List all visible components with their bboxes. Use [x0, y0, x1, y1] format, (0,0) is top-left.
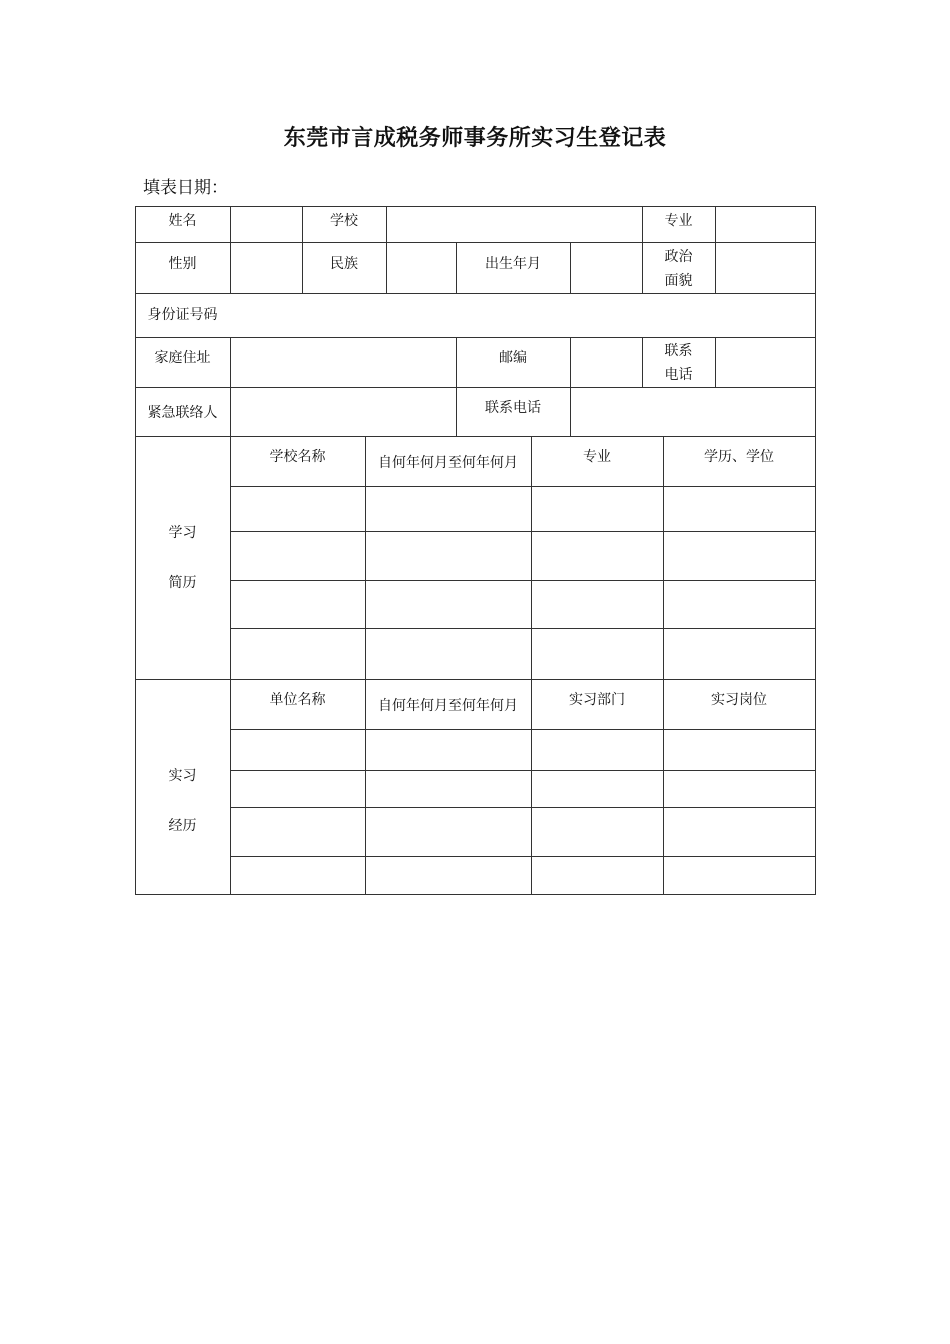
gender-field[interactable]	[231, 243, 302, 293]
postcode-label: 邮编	[499, 350, 527, 366]
document-title: 东莞市言成税务师事务所实习生登记表	[283, 125, 667, 151]
study-history-label	[135, 436, 230, 679]
row-divider	[230, 856, 816, 857]
fill-date-label: 填表日期：	[143, 178, 228, 198]
phone-label	[642, 338, 715, 387]
address-field[interactable]	[231, 338, 456, 387]
column-divider	[663, 436, 664, 895]
gender-label: 性别	[168, 256, 197, 272]
row-divider	[230, 531, 816, 532]
phone-label-line2: 电话	[664, 366, 693, 383]
row-divider	[230, 628, 816, 629]
school-field[interactable]	[387, 207, 642, 242]
column-divider	[365, 436, 366, 895]
name-label: 姓名	[168, 213, 197, 229]
internship-header-company: 单位名称	[269, 692, 326, 708]
ethnicity-field[interactable]	[387, 243, 456, 293]
contact-phone-field[interactable]	[571, 388, 815, 436]
school-label: 学校	[330, 213, 358, 229]
id-number-label: 身份证号码	[147, 307, 218, 323]
study-header-school-name: 学校名称	[269, 449, 326, 465]
phone-field[interactable]	[716, 338, 815, 387]
address-label: 家庭住址	[154, 350, 211, 366]
column-divider	[531, 436, 532, 895]
name-field[interactable]	[231, 207, 302, 242]
political-status-label-line1: 政治	[664, 248, 693, 265]
contact-phone-label: 联系电话	[485, 400, 541, 416]
internship-history-label-line2: 经历	[168, 818, 197, 834]
row-divider	[230, 729, 816, 730]
internship-history-label-line1: 实习	[168, 768, 197, 784]
internship-header-department: 实习部门	[569, 692, 625, 708]
internship-header-period: 自何年何月至何年何月	[378, 698, 518, 714]
major-label: 专业	[664, 213, 693, 229]
table-border-bottom	[135, 894, 816, 895]
study-history-label-line1: 学习	[168, 524, 197, 541]
emergency-contact-label: 紧急联络人	[147, 405, 218, 421]
study-header-major: 专业	[583, 449, 611, 465]
major-field[interactable]	[716, 207, 815, 242]
emergency-contact-field[interactable]	[231, 388, 456, 436]
political-status-label-line2: 面貌	[664, 272, 693, 289]
id-number-field[interactable]	[231, 294, 815, 337]
phone-label-line1: 联系	[664, 342, 693, 359]
study-history-label-line2: 简历	[168, 574, 197, 591]
internship-header-position: 实习岗位	[711, 692, 767, 708]
study-header-degree: 学历、学位	[704, 449, 774, 465]
ethnicity-label: 民族	[330, 256, 358, 272]
postcode-field[interactable]	[571, 338, 642, 387]
study-header-period: 自何年何月至何年何月	[378, 455, 518, 471]
political-status-label	[642, 244, 715, 293]
political-status-field[interactable]	[716, 243, 815, 293]
birth-field[interactable]	[571, 243, 642, 293]
row-divider	[230, 807, 816, 808]
birth-label: 出生年月	[485, 256, 541, 272]
table-border-right	[815, 206, 816, 895]
row-divider	[230, 770, 816, 771]
row-divider	[230, 486, 816, 487]
internship-history-label	[135, 679, 230, 923]
row-divider	[230, 580, 816, 581]
